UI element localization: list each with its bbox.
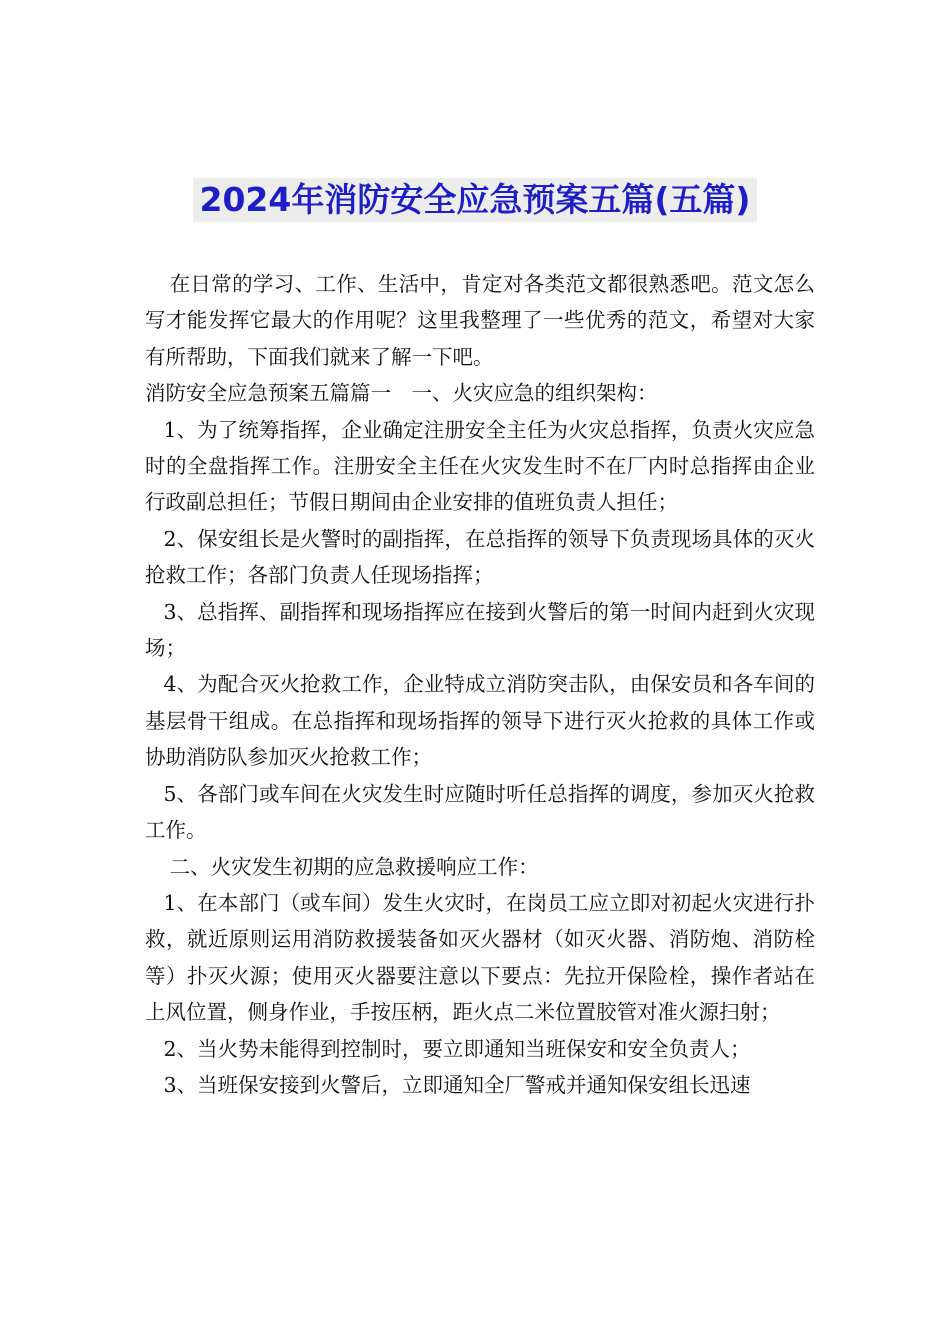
paragraph-item-1: 1、为了统筹指挥，企业确定注册安全主任为火灾总指挥，负责火灾应急时的全盘指挥工作。注册安全主任在火灾发生时不在厂内时总指挥由企业行政副总担任；节假日期间由企业安排的值班负责人担任； <box>145 417 815 515</box>
paragraph-item-5: 5、各部门或车间在火灾发生时应随时听任总指挥的调度，参加灭火抢救工作。 <box>145 781 815 843</box>
intro-paragraph: 在日常的学习、工作、生活中，肯定对各类范文都很熟悉吧。范文怎么写才能发挥它最大的作用呢？这里我整理了一些优秀的范文，希望对大家有所帮助，下面我们就来了解一下吧。 <box>145 272 815 369</box>
paragraph-item-2: 2、保安组长是火警时的副指挥，在总指挥的领导下负责现场具体的灭火抢救工作；各部门负责人任现场指挥； <box>145 526 815 588</box>
paragraph-response-1: 1、在本部门（或车间）发生火灾时，在岗员工应立即对初起火灾进行扑救，就近原则运用消防救援装备如灭火器材（如灭火器、消防炮、消防栓等）扑灭火源；使用灭火器要注意以下要点：先拉开保险栓，操作者站在上风位置，侧身作业，手按压柄，距火点二米位置胶管对准火源扫射； <box>145 890 815 1025</box>
section-heading: 消防安全应急预案五篇篇一 一、火灾应急的组织架构： <box>145 381 658 406</box>
paragraph-item-4: 4、为配合灭火抢救工作，企业特成立消防突击队，由保安员和各车间的基层骨干组成。在总指挥和现场指挥的领导下进行灭火抢救的具体工作或协助消防队参加灭火抢救工作； <box>145 672 815 770</box>
paragraph-response-2: 2、当火势未能得到控制时，要立即通知当班保安和安全负责人； <box>163 1036 751 1061</box>
document-body <box>145 266 815 1103</box>
title-container <box>0 178 950 222</box>
document-title: 2024年消防安全应急预案五篇(五篇) <box>193 178 756 222</box>
subsection-heading: 二、火灾发生初期的应急救援响应工作： <box>169 854 539 879</box>
paragraph-item-3: 3、总指挥、副指挥和现场指挥应在接到火警后的第一时间内赶到火灾现场； <box>145 599 815 661</box>
paragraph-response-3: 3、当班保安接到火警后，立即通知全厂警戒并通知保安组长迅速 <box>163 1072 751 1097</box>
